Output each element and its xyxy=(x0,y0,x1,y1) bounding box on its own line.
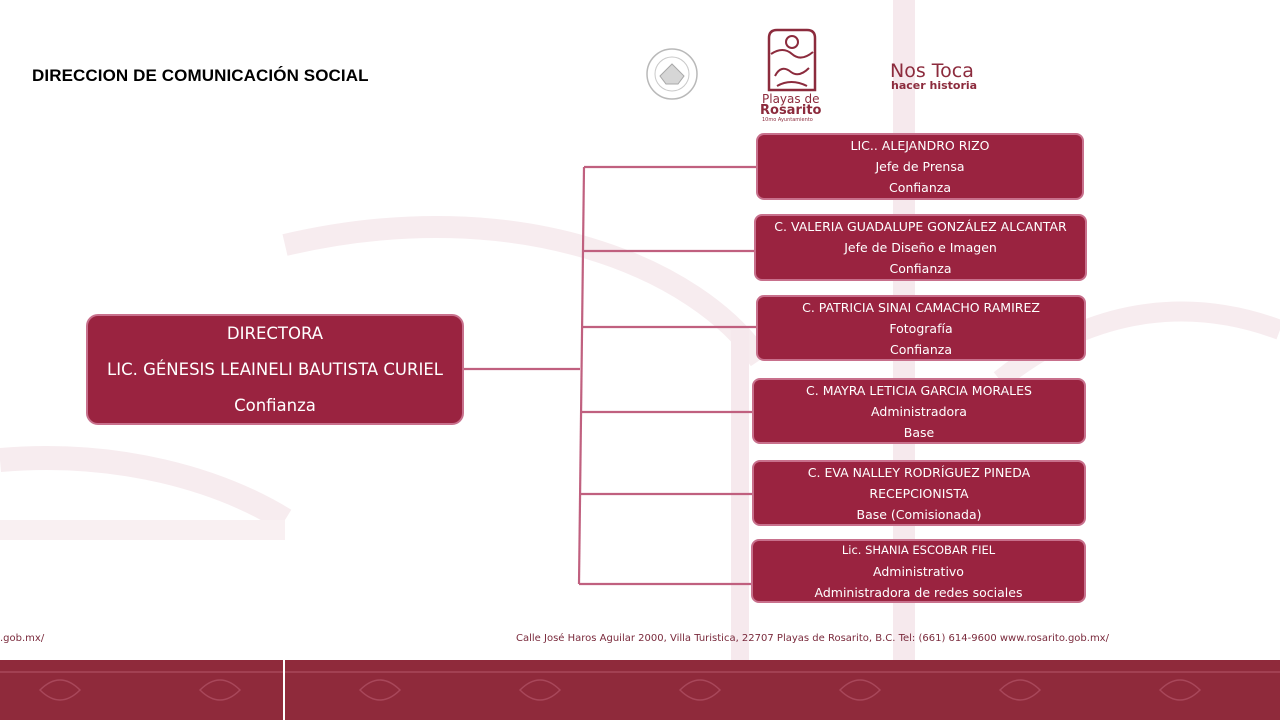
staff-type: Confianza xyxy=(890,341,952,357)
staff-type: Confianza xyxy=(889,180,951,195)
footer-pattern xyxy=(0,660,1280,720)
staff-node-4 xyxy=(752,378,1086,444)
staff-name: C. PATRICIA SINAI CAMACHO RAMIREZ xyxy=(802,299,1040,315)
staff-name: C. VALERIA GUADALUPE GONZÁLEZ ALCANTAR xyxy=(774,219,1067,234)
slogan-line2: hacer historia xyxy=(891,79,978,92)
city-logo-line3: 10mo Ayuntamiento xyxy=(762,117,813,123)
staff-role: Jefe de Diseño e Imagen xyxy=(844,240,997,255)
page-title: DIRECCION DE COMUNICACIÓN SOCIAL xyxy=(32,66,369,85)
staff-name: C. EVA NALLEY RODRÍGUEZ PINEDA xyxy=(807,464,1031,480)
staff-name: Lic. SHANIA ESCOBAR FIEL xyxy=(841,542,996,557)
staff-type: Administradora de redes sociales xyxy=(814,584,1023,600)
director-role: DIRECTORA xyxy=(226,323,324,343)
staff-type: Base (Comisionada) xyxy=(856,506,982,522)
footer-address: Calle José Haros Aguilar 2000, Villa Turistica, 22707 Playas de Rosarito, B.C. Tel: (661) 614-9600 www.rosarito.gob.mx/ xyxy=(516,633,1109,644)
staff-role: Administrativo xyxy=(873,563,964,579)
staff-node-6 xyxy=(751,539,1086,603)
director-node xyxy=(86,314,464,425)
director-name: LIC. GÉNESIS LEAINELI BAUTISTA CURIEL xyxy=(107,359,443,379)
staff-role: Jefe de Prensa xyxy=(875,159,965,174)
staff-type: Confianza xyxy=(889,261,952,276)
slogan-line1: Nos Toca xyxy=(890,60,974,82)
staff-type: Base xyxy=(903,424,935,440)
city-logo-line2: Rosarito xyxy=(760,103,822,118)
footer-left-fragment: .gob.mx/ xyxy=(0,633,45,644)
staff-node-1 xyxy=(756,133,1084,200)
staff-name: LIC.. ALEJANDRO RIZO xyxy=(850,138,990,153)
staff-node-2 xyxy=(754,214,1087,281)
director-type: Confianza xyxy=(234,395,316,415)
staff-role: Fotografía xyxy=(889,320,953,336)
staff-role: Administradora xyxy=(871,403,967,419)
staff-name: C. MAYRA LETICIA GARCIA MORALES xyxy=(806,382,1032,398)
staff-node-5 xyxy=(752,460,1086,526)
staff-node-3 xyxy=(756,295,1086,361)
staff-role: RECEPCIONISTA xyxy=(869,485,969,501)
city-logo-line1: Playas de xyxy=(762,92,820,106)
